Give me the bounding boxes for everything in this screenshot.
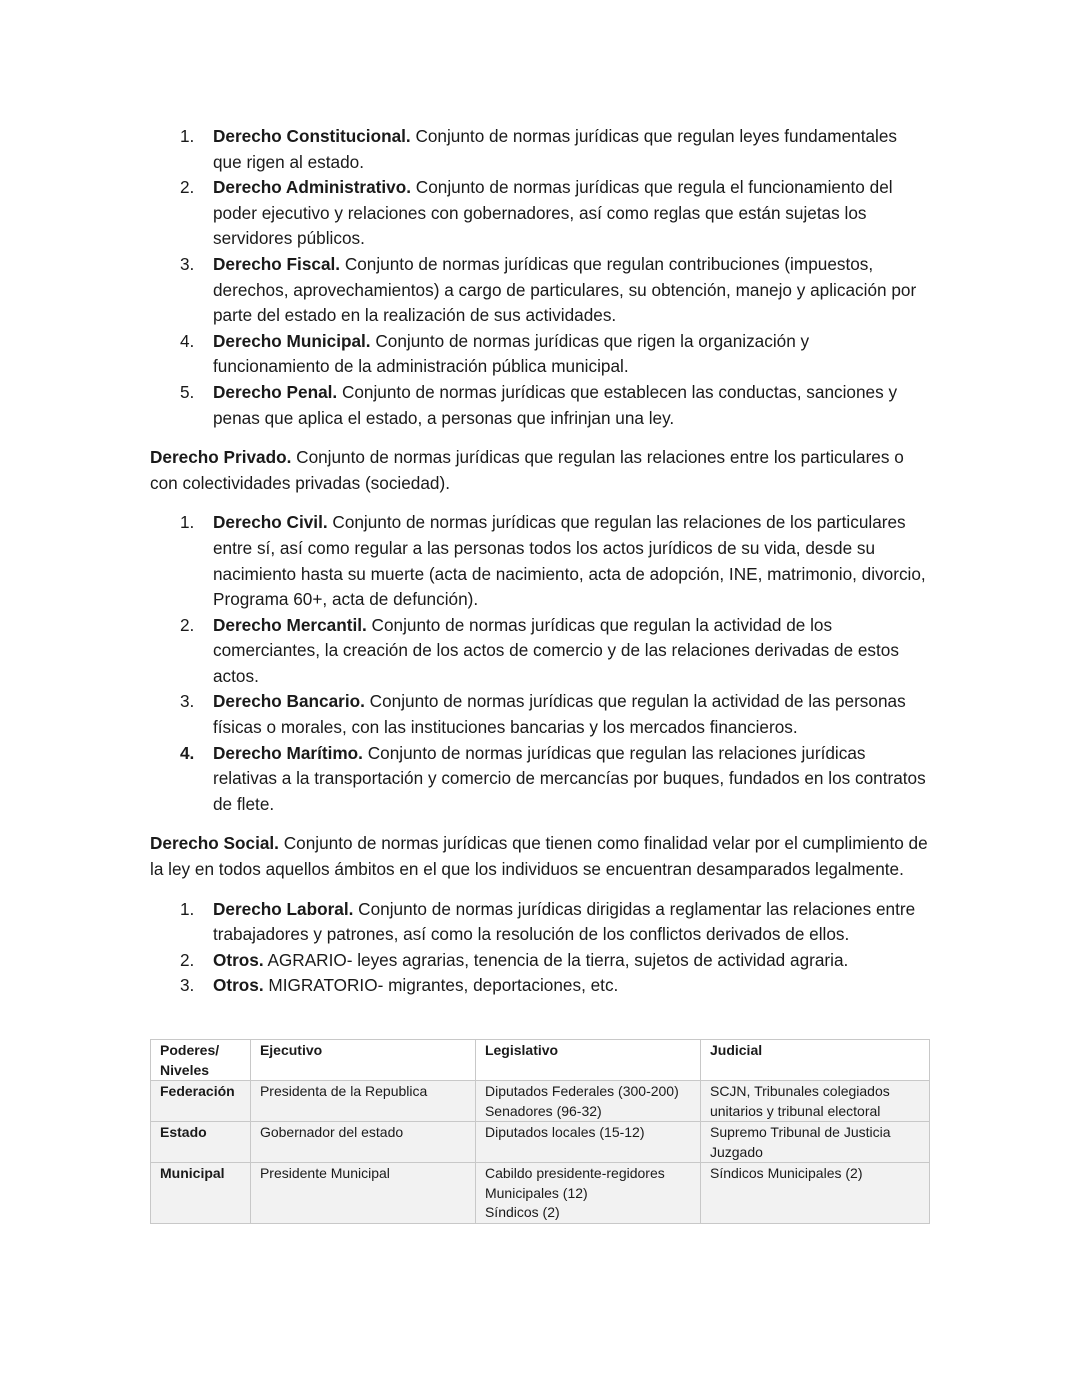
cell-line: Síndicos Municipales (2) — [709, 1165, 863, 1181]
cell-legislativo — [475, 1163, 700, 1224]
header-cell: Ejecutivo — [250, 1040, 475, 1081]
term: Derecho Fiscal. — [213, 253, 341, 274]
cell-line: Diputados Federales (300-200) — [484, 1083, 679, 1099]
definition: Conjunto de normas jurídicas que regulan leyes fundamentales que rigen al estado. — [213, 126, 898, 172]
definition: AGRARIO- leyes agrarias, tenencia de la tierra, sujetos de actividad agraria. — [263, 949, 849, 970]
definition: Conjunto de normas jurídicas que rigen la organización y funcionamiento de la administración pública municipal. — [213, 330, 810, 377]
cell-legislativo — [475, 1081, 700, 1122]
term: Derecho Administrativo. — [213, 177, 412, 198]
table-row — [151, 1163, 930, 1224]
row-label: Estado — [151, 1122, 251, 1163]
term: Otros. — [213, 975, 264, 996]
term: Derecho Civil. — [213, 512, 328, 533]
derecho-social-paragraph — [150, 831, 930, 882]
list-item: 3. Otros. MIGRATORIO- migrantes, deportaciones, etc. — [180, 975, 619, 996]
cell-line: SCJN, Tribunales colegiados — [709, 1083, 890, 1099]
table-row — [151, 1081, 930, 1122]
list-item: 5. Derecho Penal. Conjunto de normas jurídicas que establecen las conductas, sanciones y penas que aplica el estado, a personas que infrinjan una ley. — [180, 381, 898, 428]
row-label: Municipal — [151, 1163, 251, 1224]
definition: Conjunto de normas jurídicas que regulan contribuciones (impuestos, derechos, aprovechamientos) a cargo de particulares, su obtención, manejo y aplicación por parte del estado en la realización de sus actividades. — [213, 253, 917, 326]
table-row — [151, 1122, 930, 1163]
cell-judicial — [700, 1122, 929, 1163]
cell-judicial — [700, 1081, 929, 1122]
derecho-privado-paragraph — [150, 445, 930, 496]
term: Derecho Constitucional. — [213, 126, 411, 146]
list-item: 2. Otros. AGRARIO- leyes agrarias, tenencia de la tierra, sujetos de actividad agraria. — [180, 949, 849, 970]
definition: Conjunto de normas jurídicas que regula el funcionamiento del poder ejecutivo y relaciones con gobernadores, así como reglas que están sujetas los servidores públicos. — [213, 177, 893, 249]
definition: Conjunto de normas jurídicas dirigidas a reglamentar las relaciones entre trabajadores y patrones, así como la resolución de los conflictos derivados de ellos. — [213, 898, 916, 945]
definition: Conjunto de normas jurídicas que regulan las relaciones de los particulares entre sí, así como regular a las personas todos los actos jurídicos de su vida, desde su nacimiento hasta su muerte (acta de nacimiento, acta de adopción, INE, matrimonio, divorcio, Programa 60+, acta de defunción). — [213, 512, 926, 610]
term: Derecho Penal. — [213, 381, 338, 402]
term: Derecho Privado. — [150, 447, 292, 468]
table-header-row — [151, 1040, 930, 1081]
cell-line: Municipales (12) — [484, 1184, 588, 1201]
header-cell: Legislativo — [475, 1040, 700, 1081]
definition: Conjunto de normas jurídicas que regulan las relaciones jurídicas relativas a la transportación y comercio de mercancías por buques, fundados en los contratos de flete. — [213, 742, 926, 814]
definition: MIGRATORIO- migrantes, deportaciones, etc. — [263, 975, 619, 996]
term: Otros. — [213, 949, 264, 970]
term: Derecho Municipal. — [213, 330, 371, 351]
cell-legislativo — [475, 1122, 700, 1163]
definition: Conjunto de normas jurídicas que regulan las relaciones entre los particulares o con colectividades privadas (sociedad). — [150, 447, 904, 493]
poderes-niveles-table — [150, 1039, 930, 1224]
header-cell: Poderes/ Niveles — [151, 1040, 251, 1081]
term: Derecho Laboral. — [213, 898, 354, 919]
list-item: 3. Derecho Fiscal. Conjunto de normas jurídicas que regulan contribuciones (impuestos, derechos, aprovechamientos) a cargo de particulares, su obtención, manejo y aplicación por parte del estado en la realización de sus actividades. — [180, 253, 917, 326]
cell-line: Cabildo presidente-regidores — [484, 1165, 665, 1181]
derecho-publico-list — [150, 124, 930, 431]
row-label: Federación — [151, 1081, 251, 1122]
list-item: 1. Derecho Constitucional. Conjunto de normas jurídicas que regulan leyes fundamentales que rigen al estado. — [180, 126, 898, 172]
list-item: 1. Derecho Civil. Conjunto de normas jurídicas que regulan las relaciones de los particulares entre sí, así como regular a las personas todos los actos jurídicos de su vida, desde su nacimiento hasta su muerte (acta de nacimiento, acta de adopción, INE, matrimonio, divorcio, Programa 60+, acta de defunción). — [180, 512, 926, 610]
cell-line: Senadores (96-32) — [484, 1102, 602, 1119]
definition: Conjunto de normas jurídicas que tienen como finalidad velar por el cumplimiento de la ley en todos aquellos ámbitos en el que los individuos se encuentran desamparados legalmente. — [150, 833, 928, 880]
cell-ejecutivo: Presidente Municipal — [250, 1163, 475, 1224]
list-item: 4. Derecho Marítimo. Conjunto de normas jurídicas que regulan las relaciones jurídicas relativas a la transportación y comercio de mercancías por buques, fundados en los contratos de flete. — [180, 742, 926, 814]
definition: Conjunto de normas jurídicas que regulan la actividad de las personas físicas o morales, con las instituciones bancarias y los mercados financieros. — [213, 691, 906, 738]
term: Derecho Bancario. — [213, 691, 365, 712]
derecho-privado-list — [150, 510, 930, 817]
cell-line: Síndicos (2) — [484, 1204, 560, 1220]
term: Derecho Mercantil. — [213, 614, 367, 635]
cell-ejecutivo: Presidenta de la Republica — [250, 1081, 475, 1122]
list-item: 2. Derecho Mercantil. Conjunto de normas jurídicas que regulan la actividad de los comerciantes, la creación de los actos de comercio y de las relaciones derivadas de estos actos. — [180, 614, 899, 686]
cell-line: Supremo Tribunal de Justicia — [709, 1124, 891, 1140]
cell-line: unitarios y tribunal electoral — [709, 1102, 881, 1119]
list-item: 3. Derecho Bancario. Conjunto de normas jurídicas que regulan la actividad de las personas físicas o morales, con las instituciones bancarias y los mercados financieros. — [180, 691, 906, 738]
cell-ejecutivo: Gobernador del estado — [250, 1122, 475, 1163]
list-item: 4. Derecho Municipal. Conjunto de normas jurídicas que rigen la organización y funcionamiento de la administración pública municipal. — [180, 330, 810, 377]
cell-line: Diputados locales (15-12) — [484, 1124, 645, 1140]
list-item: 1. Derecho Laboral. Conjunto de normas jurídicas dirigidas a reglamentar las relaciones entre trabajadores y patrones, así como la resolución de los conflictos derivados de ellos. — [180, 898, 916, 945]
cell-judicial — [700, 1163, 929, 1224]
term: Derecho Marítimo. — [213, 742, 363, 763]
definition: Conjunto de normas jurídicas que regulan la actividad de los comerciantes, la creación de los actos de comercio y de las relaciones derivadas de estos actos. — [213, 614, 899, 686]
derecho-social-list — [150, 897, 930, 999]
cell-line: Juzgado — [709, 1143, 763, 1160]
list-item: 2. Derecho Administrativo. Conjunto de normas jurídicas que regula el funcionamiento del poder ejecutivo y relaciones con gobernadores, así como reglas que están sujetas los servidores públicos. — [180, 177, 893, 249]
header-cell: Judicial — [700, 1040, 929, 1081]
definition: Conjunto de normas jurídicas que establecen las conductas, sanciones y penas que aplica el estado, a personas que infrinjan una ley. — [213, 381, 898, 428]
term: Derecho Social. — [150, 833, 279, 854]
document-page — [150, 124, 930, 999]
